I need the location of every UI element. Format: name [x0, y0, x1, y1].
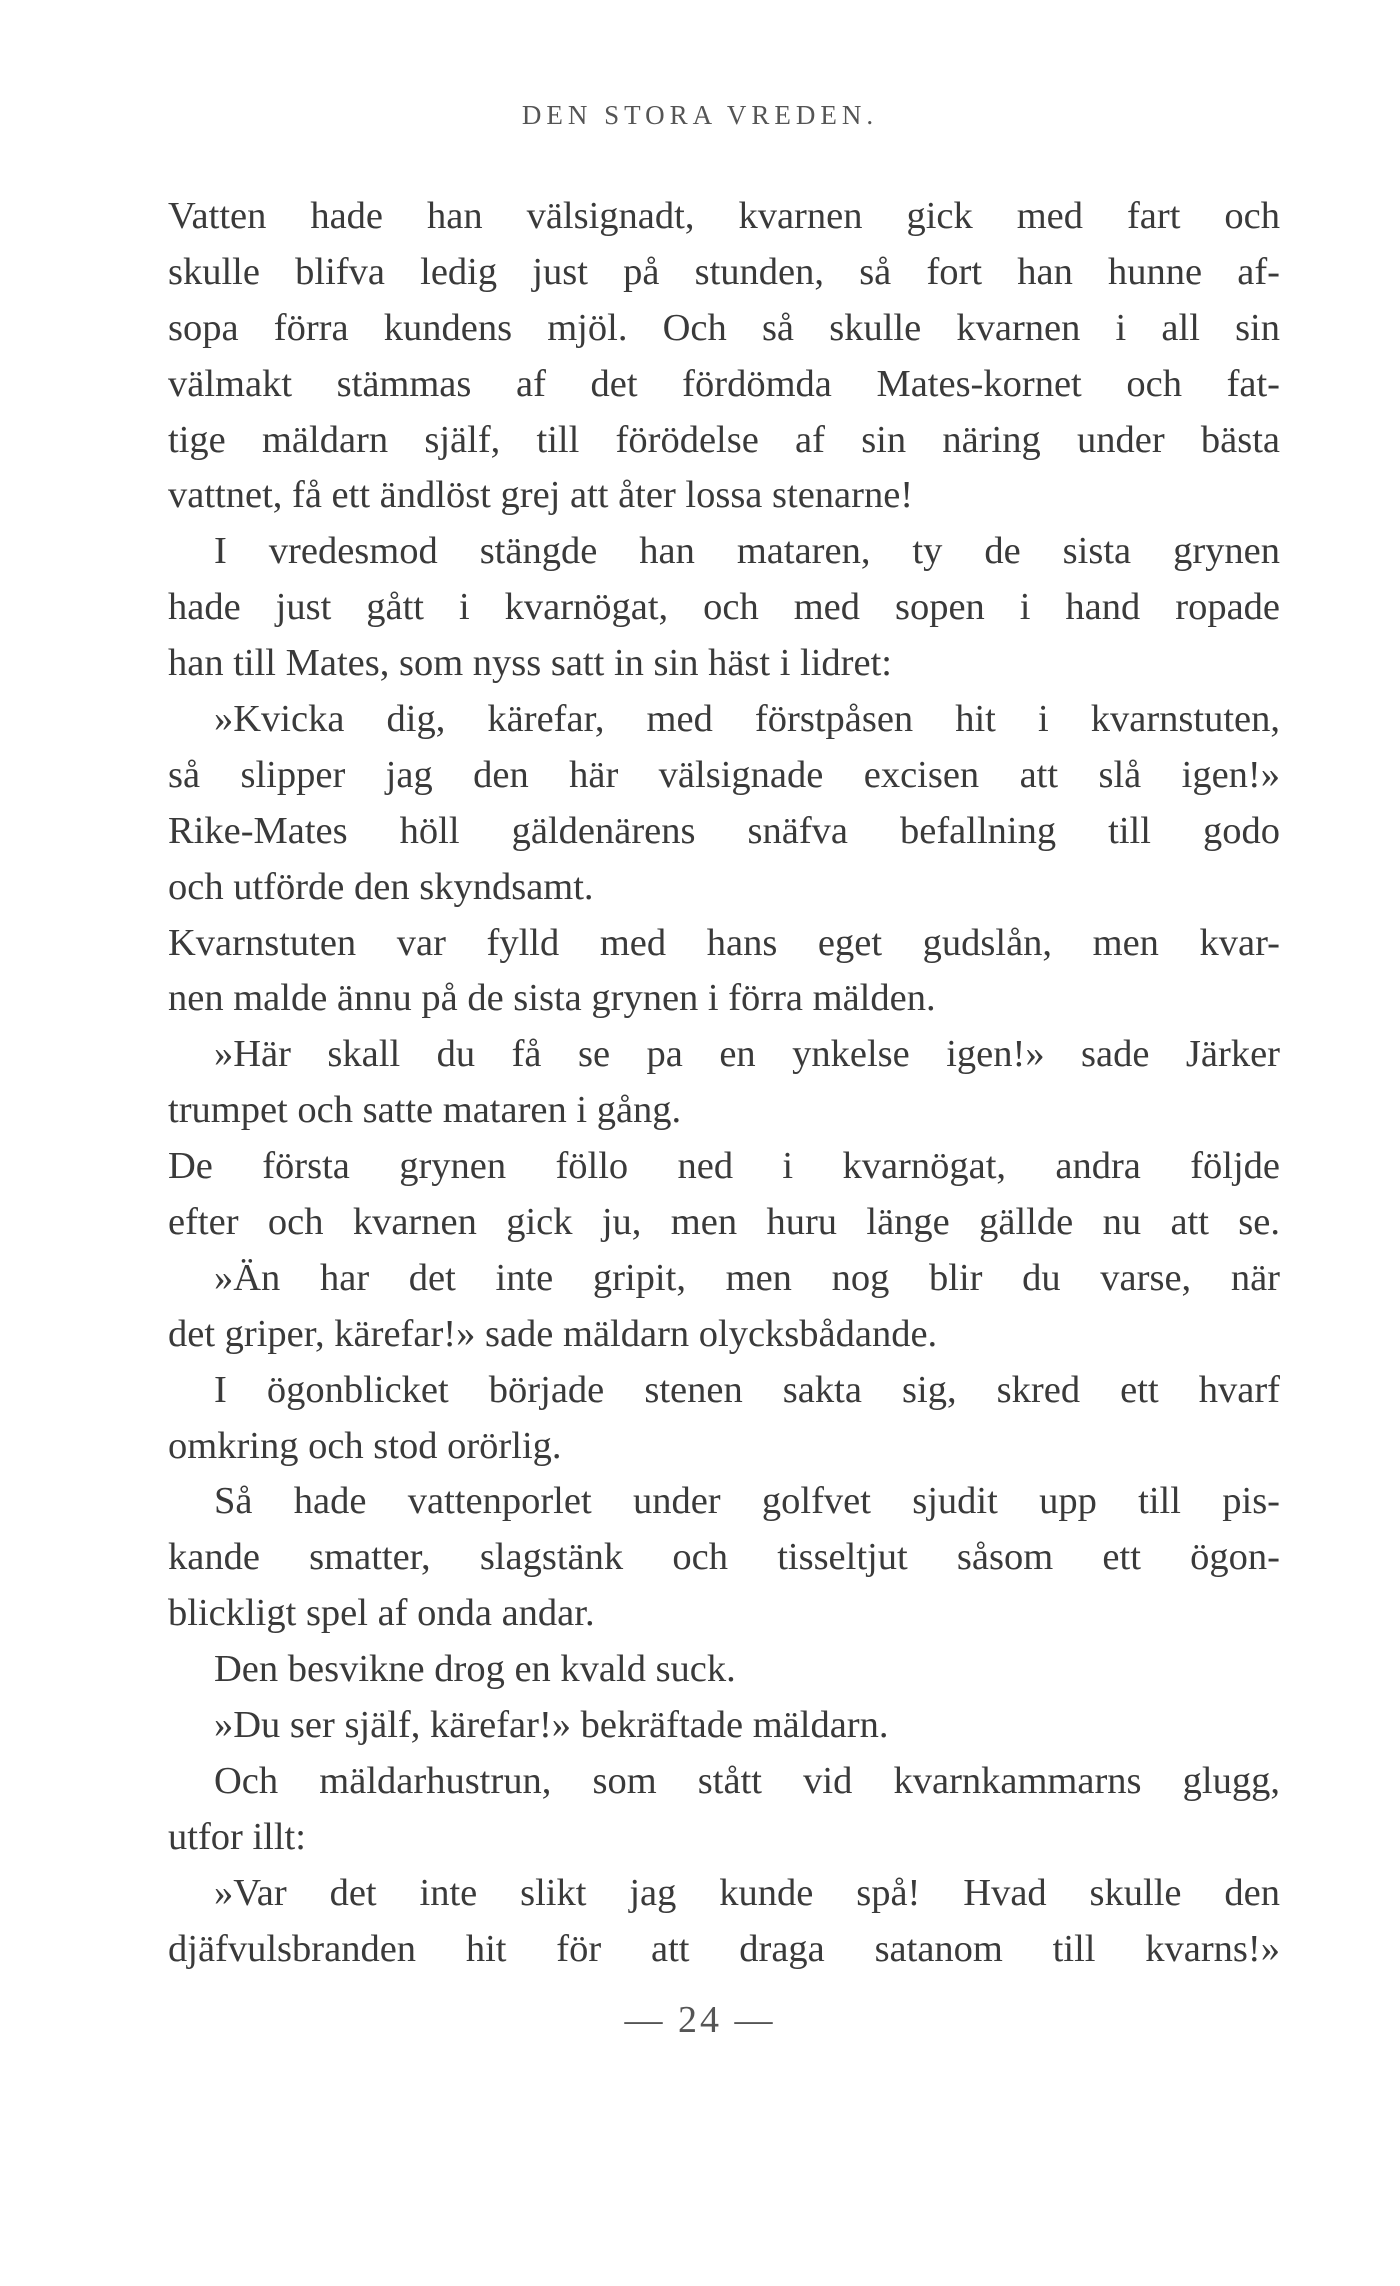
text-line: välmakt stämmas af det fördömda Mates-kornet och fat- [168, 362, 1280, 405]
text-line: »Kvicka dig, kärefar, med förstpåsen hit i kvarnstuten, [214, 698, 1280, 741]
text-line: vattnet, få ett ändlöst grej att åter lossa stenarne! [168, 474, 914, 517]
text-line: han till Mates, som nyss satt in sin häst i lidret: [168, 642, 892, 685]
text-line: tige mäldarn själf, till förödelse af sin näring under bästa [168, 418, 1280, 461]
text-line: sopa förra kundens mjöl. Och så skulle kvarnen i all sin [168, 306, 1280, 349]
text-line: Den besvikne drog en kvald suck. [214, 1648, 736, 1691]
running-head: DEN STORA VREDEN. [521, 100, 879, 130]
text-line: det griper, kärefar!» sade mäldarn olycksbådande. [168, 1312, 938, 1355]
text-line: kande smatter, slagstänk och tisseltjut såsom ett ögon- [168, 1536, 1280, 1579]
text-line: djäfvulsbranden hit för att draga satanom till kvarns!» [168, 1927, 1280, 1970]
page-number: — 24 — [624, 1999, 776, 2041]
text-line: så slipper jag den här välsignade excisen att slå igen!» [168, 753, 1280, 796]
text-line: Rike-Mates höll gäldenärens snäfva befallning till godo [168, 809, 1280, 852]
text-line: efter och kvarnen gick ju, men huru länge gällde nu att se. [168, 1201, 1280, 1244]
text-line: utfor illt: [168, 1815, 306, 1858]
text-line: skulle blifva ledig just på stunden, så fort han hunne af- [168, 250, 1280, 293]
text-line: De första grynen föllo ned i kvarnögat, andra följde [168, 1145, 1280, 1188]
text-line: hade just gått i kvarnögat, och med sopen i hand ropade [168, 586, 1280, 629]
text-line: I ögonblicket började stenen sakta sig, skred ett hvarf [214, 1368, 1280, 1411]
text-line: Och mäldarhustrun, som stått vid kvarnkammarns glugg, [214, 1759, 1280, 1802]
text-line: trumpet och satte mataren i gång. [168, 1089, 682, 1132]
text-line: Vatten hade han välsignadt, kvarnen gick med fart och [168, 195, 1280, 237]
text-line: Kvarnstuten var fylld med hans eget gudslån, men kvar- [168, 921, 1280, 964]
text-line: »Var det inte slikt jag kunde spå! Hvad skulle den [214, 1871, 1280, 1914]
text-line: »Än har det inte gripit, men nog blir du varse, när [214, 1256, 1280, 1299]
text-line: nen malde ännu på de sista grynen i förra mälden. [168, 977, 936, 1020]
text-line: och utförde den skyndsamt. [168, 865, 594, 908]
text-line: blickligt spel af onda andar. [168, 1592, 595, 1635]
body-text [168, 189, 1280, 1978]
text-line: Så hade vattenporlet under golfvet sjudit upp till pis- [214, 1480, 1280, 1523]
text-line: »Här skall du få se pa en ynkelse igen!» sade Järker [214, 1033, 1280, 1076]
text-line: »Du ser själf, kärefar!» bekräftade mäldarn. [214, 1704, 889, 1747]
text-line: I vredesmod stängde han mataren, ty de sista grynen [214, 530, 1280, 573]
text-line: omkring och stod orörlig. [168, 1424, 562, 1467]
